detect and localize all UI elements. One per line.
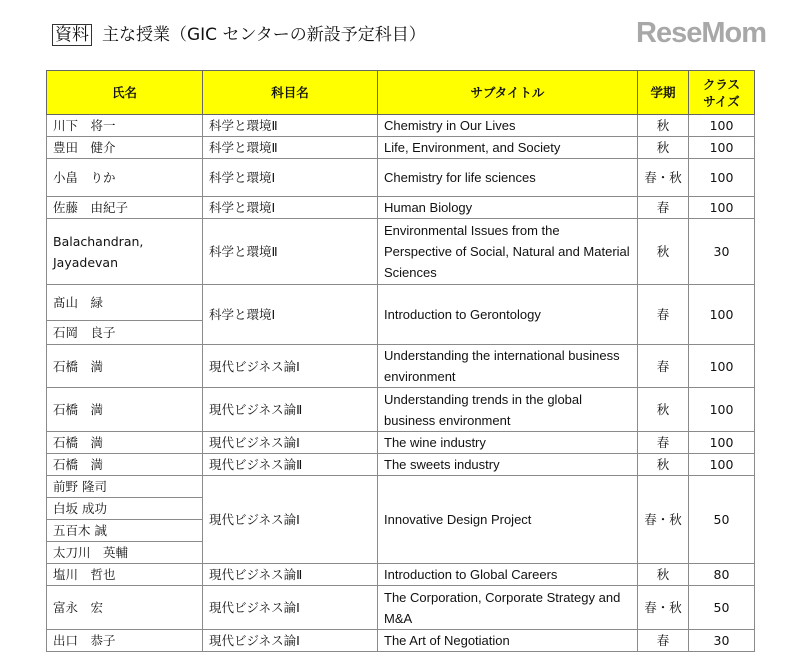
subject-name: 科学と環境Ⅰ [203, 159, 378, 197]
course-subtitle: Understanding trends in the global business environment [378, 388, 638, 432]
class-size: 100 [689, 137, 755, 159]
course-subtitle: Chemistry for life sciences [378, 159, 638, 197]
course-subtitle: Understanding the international business environment [378, 345, 638, 388]
table-row [47, 197, 755, 219]
class-size: 30 [689, 219, 755, 285]
subject-name: 科学と環境Ⅰ [203, 285, 378, 345]
class-size: 100 [689, 388, 755, 432]
table-row [47, 345, 755, 388]
table-row [47, 564, 755, 586]
instructor-name: 豊田 健介 [47, 137, 203, 159]
class-size: 100 [689, 197, 755, 219]
term: 春 [638, 630, 689, 652]
table-row [47, 586, 755, 630]
subject-name: 現代ビジネス論Ⅰ [203, 345, 378, 388]
term: 春 [638, 197, 689, 219]
term: 春 [638, 432, 689, 454]
instructor-name: 前野 隆司 [47, 476, 203, 498]
subject-name: 現代ビジネス論Ⅱ [203, 388, 378, 432]
resemom-watermark-logo: ReseMom [636, 17, 766, 49]
subject-name: 現代ビジネス論Ⅱ [203, 454, 378, 476]
term: 秋 [638, 137, 689, 159]
course-subtitle: The wine industry [378, 432, 638, 454]
subject-name: 科学と環境Ⅱ [203, 219, 378, 285]
header-name: 氏名 [47, 71, 203, 115]
table-row [47, 285, 755, 321]
class-size: 100 [689, 159, 755, 197]
subject-name: 現代ビジネス論Ⅰ [203, 476, 378, 564]
table-row [47, 159, 755, 197]
instructor-name: 石橋 満 [47, 388, 203, 432]
table-row [47, 388, 755, 432]
term: 秋 [638, 388, 689, 432]
subject-name: 科学と環境Ⅱ [203, 115, 378, 137]
title-text: 主な授業（GIC センターの新設予定科目） [102, 25, 426, 45]
table-row [47, 432, 755, 454]
class-size: 100 [689, 115, 755, 137]
header-subject: 科目名 [203, 71, 378, 115]
class-size: 80 [689, 564, 755, 586]
table-row [47, 454, 755, 476]
table-row [47, 630, 755, 652]
course-subtitle: The Corporation, Corporate Strategy and M&A [378, 586, 638, 630]
instructor-name: 石橋 満 [47, 345, 203, 388]
instructor-name: 太刀川 英輔 [47, 542, 203, 564]
term: 春・秋 [638, 159, 689, 197]
course-subtitle: Innovative Design Project [378, 476, 638, 564]
course-subtitle: Life, Environment, and Society [378, 137, 638, 159]
subject-name: 科学と環境Ⅰ [203, 197, 378, 219]
subject-name: 現代ビジネス論Ⅰ [203, 432, 378, 454]
subject-name: 現代ビジネス論Ⅰ [203, 586, 378, 630]
course-table [46, 70, 755, 652]
instructor-name: 小畠 りか [47, 159, 203, 197]
subject-name: 現代ビジネス論Ⅰ [203, 630, 378, 652]
subject-name: 科学と環境Ⅱ [203, 137, 378, 159]
instructor-name: 川下 将一 [47, 115, 203, 137]
header-term: 学期 [638, 71, 689, 115]
header-subtitle: サブタイトル [378, 71, 638, 115]
class-size: 100 [689, 345, 755, 388]
term: 春 [638, 345, 689, 388]
instructor-name: 五百木 誠 [47, 520, 203, 542]
course-subtitle: Introduction to Global Careers [378, 564, 638, 586]
table-row [47, 115, 755, 137]
course-subtitle: The Art of Negotiation [378, 630, 638, 652]
header-row [47, 71, 755, 115]
instructor-name: 石橋 満 [47, 432, 203, 454]
instructor-name: 石岡 良子 [47, 321, 203, 345]
instructor-name: 富永 宏 [47, 586, 203, 630]
course-subtitle: The sweets industry [378, 454, 638, 476]
instructor-name: Balachandran, Jayadevan [47, 219, 203, 285]
instructor-name: 塩川 哲也 [47, 564, 203, 586]
instructor-name: 石橋 満 [47, 454, 203, 476]
instructor-name: 髙山 緑 [47, 285, 203, 321]
instructor-name: 白坂 成功 [47, 498, 203, 520]
instructor-name: 佐藤 由紀子 [47, 197, 203, 219]
term: 秋 [638, 115, 689, 137]
class-size: 100 [689, 285, 755, 345]
table-row [47, 476, 755, 498]
course-subtitle: Human Biology [378, 197, 638, 219]
class-size: 50 [689, 586, 755, 630]
class-size: 30 [689, 630, 755, 652]
document-title [52, 20, 426, 45]
term: 秋 [638, 564, 689, 586]
term: 春・秋 [638, 586, 689, 630]
term: 秋 [638, 454, 689, 476]
table-row [47, 219, 755, 285]
course-subtitle: Chemistry in Our Lives [378, 115, 638, 137]
class-size: 100 [689, 454, 755, 476]
course-subtitle: Introduction to Gerontology [378, 285, 638, 345]
subject-name: 現代ビジネス論Ⅱ [203, 564, 378, 586]
term: 春・秋 [638, 476, 689, 564]
instructor-name: 出口 恭子 [47, 630, 203, 652]
table-row [47, 137, 755, 159]
class-size: 100 [689, 432, 755, 454]
class-size: 50 [689, 476, 755, 564]
course-subtitle: Environmental Issues from the Perspective of Social, Natural and Material Sciences [378, 219, 638, 285]
term: 春 [638, 285, 689, 345]
title-tag: 資料 [52, 24, 92, 46]
term: 秋 [638, 219, 689, 285]
header-class-size: クラスサイズ [689, 71, 755, 115]
